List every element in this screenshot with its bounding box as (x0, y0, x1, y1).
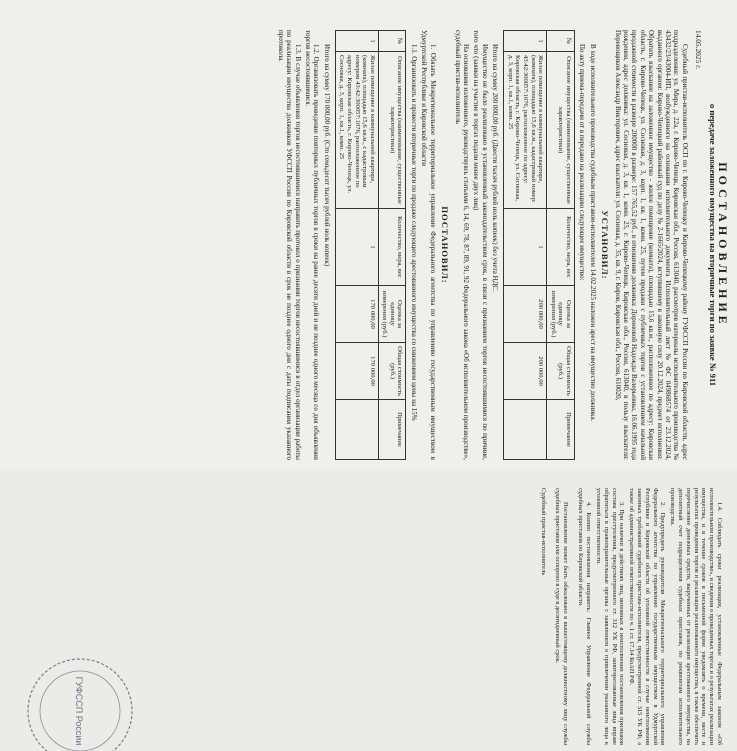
table-cell: 1 (504, 209, 547, 286)
table-header-cell: Примечание (378, 400, 406, 460)
transfer-paragraph: По акту приема-передачи от в передано на реализацию следующее имущество: (578, 44, 587, 281)
table-header-cell: № (378, 31, 406, 52)
table-header-cell: Описание имущества (наименование, существенные характеристики) (547, 52, 575, 209)
table-cell: 200 000,00 (504, 286, 547, 343)
law-paragraph: На основании изложенного, руководствуясь статьями 6, 14, 69, 78, 87, 89, 91, 92 Федерального закона «Об исполнительном производстве», судебный пристав-исполнитель (453, 30, 470, 460)
item-1-2: 1.2. Организовать проведение повторных публичных торгов в сроки на ранее десяти дней и не позднее одного месяца со дня объявления торгов несостоявшимися. (303, 30, 321, 460)
table-cell: Жилое помещение в коммунальной квартире, (комната), площадью 15,6 кв.м., кадастровый номер: 43:42:300057:1076, расположенное по адресу: Кировская область, г. Кирово-Чепецк, ул. Сосновая, д. 3, корп. 1, кв.1, комн. 25 (504, 52, 547, 209)
document-title: ПОСТАНОВЛЕНИЕ (716, 162, 730, 328)
signature-line: Судебный пристав-исполнитель (540, 488, 548, 576)
ustanovil-heading: УСТАНОВИЛ: (600, 210, 611, 280)
item-3: 3. При наличии в действиях лиц, виновных в неисполнении постановления признаков состава преступления, предусмотренного ст. 312 УК РФ, заинтересованные лица вправе обратиться в правоохранительные органы с заявлением о привлечении указанного лица к уголовной ответственности. (595, 488, 626, 745)
ustanovil-paragraph: В ходе исполнительного производства судебным приставом-исполнителем 14.02.2025 наложен арест на имущество должника. (588, 44, 597, 422)
item-4: 4. Копию постановления направить: Главное Управление Федеральной службы судебных приставов по Кировской области. (577, 488, 593, 745)
stamp-text: ГУФССП России (74, 676, 84, 746)
document-date: 14.05.2025 г. (694, 30, 704, 70)
appeal-paragraph: Постановление может быть обжаловано в вышестоящему должностному лицу службы судебных приставов или оспорено в суде в десятидневный срок. (553, 488, 569, 745)
table-cell: 1 (504, 31, 547, 52)
table-header-cell: № (547, 31, 575, 52)
item-1-3: 1.3. В случае объявления торгов несостоявшимися направить протокол о признании торгов несостоявшимися в отдел организации работы по реализации имущества должников УФССП России по Кировской области в срок не позднее одного дня с даты подписания указанного протокола. (276, 30, 302, 460)
table-header-row (547, 31, 575, 460)
table-header-cell: Количество, мера, вес (547, 209, 575, 286)
item-2: 2. Предупредить руководителя Межрегионального территориального управления Федерального агентства по управлению государственным имуществом в Удмуртской Республике и Кировской области об уголовной ответственности в случае неисполнения законных требований судебного пристава-исполнителя, предусмотренной ст. 315 УК РФ, а также об административной ответственности по ч. 1 ст. 17.14 КоАП РФ. (628, 488, 667, 745)
failed-paragraph: Имущество не было реализовано в установленный законодательством срок, в связи с признанием торгов несостоявшимися по причине, того что (заявки на участие в торгах подали менее двух лиц) (472, 30, 489, 460)
table-row (335, 31, 378, 460)
total-paragraph: Итого на сумму 200 000,00 руб. (Двести тысяч рублей ноль копеек) без учета НДС. (491, 44, 500, 292)
table-cell: Жилое помещение в коммунальной квартире, (комната), площадью 15,6 кв.м., с кадастровым номером 43:42:300057:1076, расположенное по адресу: Кировская область, г. Кирово-Чепецк, ул. Сосновая, д. 3, корп. 1, кв.1, комн. 25 (335, 52, 378, 209)
table-cell (335, 400, 378, 460)
document-subtitle: о передаче заложенного имущества на вторичные торги по заявке № 911 (707, 103, 718, 387)
property-table-1 (503, 30, 575, 460)
page-two (0, 470, 737, 751)
table-header-cell: Оценка за единицу измерения (руб.) (378, 286, 406, 343)
table-cell: 170 000,00 (335, 343, 378, 400)
table-header-row (378, 31, 406, 460)
table-cell: 1 (335, 209, 378, 286)
postanovil-heading: ПОСТАНОВИЛ: (440, 206, 451, 284)
table-header-cell: Общая стоимость (руб.) (547, 343, 575, 400)
table-header-cell: Общая стоимость (руб.) (378, 343, 406, 400)
item-1: 1. Обязать Межрегиональное территориальное управление Федерального агентства по управлению государственным имуществом в Удмуртской Республике и Кировской области (420, 30, 437, 460)
property-table-2 (335, 30, 407, 460)
table-header-cell: Описание имущества (наименование, существенные характеристики) (378, 52, 406, 209)
table-cell: 1 (335, 31, 378, 52)
table-cell: 200 000,00 (504, 343, 547, 400)
table-header-cell: Оценка за единицу измерения (руб.) (547, 286, 575, 343)
item-1-4: 1.4. Соблюдать сроки реализации, установленные Федеральным законом «Об исполнительном производстве», и сведения о проведенных торгах и о результатах реализации имущества, и в течение сроков в письменной форме уведомлять о времени, месте и результатах проведения торгов и реализации реализованного имущества, в также обеспечить перечисление денежных средств, вырученных от реализации арестованного имущества, на депозитный счет подразделения судебных приставов, по реквизитам исполнительного производства. (669, 488, 723, 745)
table-header-cell: Примечание (547, 400, 575, 460)
total-2-paragraph: Итого на сумму 170 000,00 руб. (Сто семьдесят тысяч рублей ноль копеек) (322, 44, 331, 267)
seal-stamp-icon (20, 651, 140, 751)
item-1-1: 1.1. Организовать и провести вторичные торги по продаже следующего арестованного имущества со снижением цены на 15% (409, 44, 418, 421)
table-cell: 170 000,00 (335, 286, 378, 343)
intro-paragraph: Судебный пристав-исполнитель ОСП по г. Кирово-Чепецку и Кирово-Чепецкому району ГУФССП России по Кировской области, адрес подразделения: ул. Мира, д. 22а, г. Кирово-Чепецк, Кировская обл., Россия, 613040, рассмотрев материалы исполнительного производства № 43432/23/43004-ИП, возбужденного на основании исполнительного документа Исполнительный лист № ФС 049868574 от 23.12.2024, выданного органом: Кирово-Чепецкий районный суд по делу № 2-1665/2024, вступившему в законную силу 20.12.2024, предмет исполнения: Обратить взыскание на заложенное имущество - жилое помещение (комната), площадью 15,6 кв.м., расположенное по адресу: Кировская область, г. Кирово-Чепецк, ул. Сосновая, д. 3, корп. 1, кв. 1, комн. 25, путем продажи с публичных торгов с установлением начальной продажной стоимости в размере 200000 в размере: 157 765,52 руб., в отношении должника: Дороновой Надежды Валерьевны, 16.06.1995 года рождения, адрес должника: ул. Сосновая, д. 3, кв. 1, комн. 25, г. Кирово-Чепецк, Кировская обл., Россия, 613040, в пользу взыскателя: Перевощиков Александр Викторович, адрес взыскателя: ул. Сосновая, д. 35, кв. 9, г. Киров, Кировская обл., Россия, 610020, (613, 30, 689, 460)
table-cell (504, 400, 547, 460)
table-row (504, 31, 547, 460)
table-header-cell: Количество, мера, вес (378, 209, 406, 286)
